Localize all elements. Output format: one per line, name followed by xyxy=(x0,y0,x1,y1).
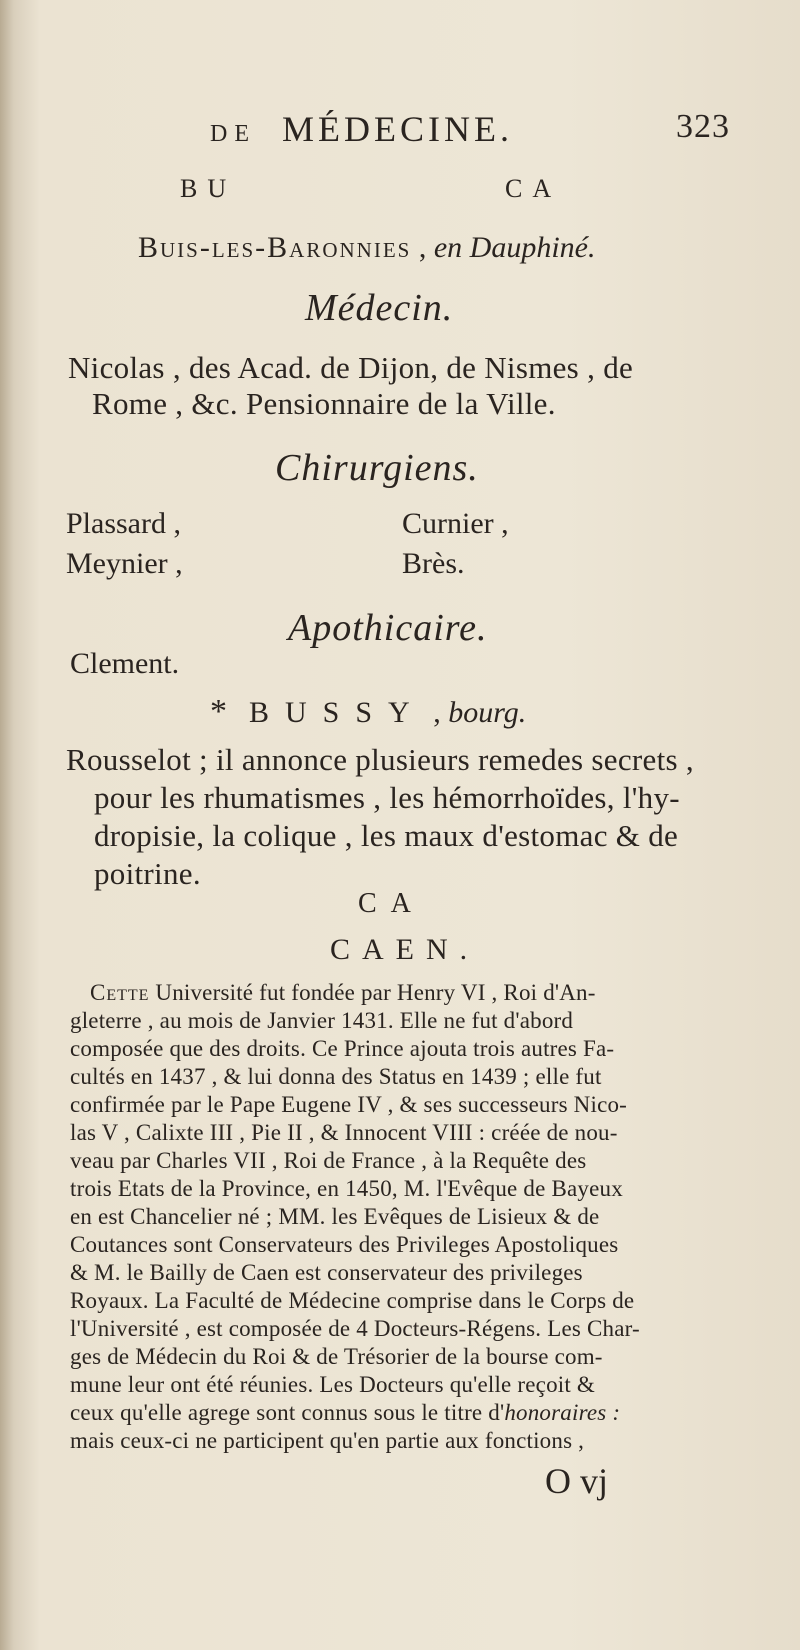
section-label-ca: CA xyxy=(358,888,425,919)
town-heading-bussy xyxy=(210,693,526,731)
caen-text-line: en est Chancelier né ; MM. les Evêques de Lisieux & de xyxy=(70,1204,600,1229)
bussy-text-line: Rousselot ; il annonce plusieurs remedes secrets , xyxy=(66,742,694,777)
caen-text-line: l'Université , est composée de 4 Docteurs-Régens. Les Char- xyxy=(70,1316,640,1341)
caen-text-line: confirmée par le Pape Eugene IV , & ses successeurs Nico- xyxy=(70,1092,628,1117)
medecin-line-1: Nicolas , des Acad. de Dijon, de Nismes , de xyxy=(68,350,634,385)
page-header xyxy=(210,108,730,150)
signature-mark: O vj xyxy=(545,1461,608,1501)
header-de: DE xyxy=(210,121,256,147)
caen-text-line: gleterre , au mois de Janvier 1431. Elle ne fut d'abord xyxy=(70,1008,574,1033)
bussy-text-line: dropisie, la colique , les maux d'estomac & de xyxy=(94,818,679,853)
chirurgien-name: Plassard , xyxy=(66,507,181,540)
town-heading-buis xyxy=(138,231,595,265)
town-region: en Dauphiné. xyxy=(433,231,596,264)
caen-text-segment: ceux qu'elle agrege sont connus sous le titre d' xyxy=(70,1400,505,1425)
caen-text-line: & M. le Bailly de Caen est conservateur des privileges xyxy=(70,1260,583,1285)
section-title-apothicaire: Apothicaire. xyxy=(288,607,488,649)
chirurgien-name: Curnier , xyxy=(402,507,509,540)
town-heading-caen: CAEN. xyxy=(330,933,480,966)
section-title-medecin: Médecin. xyxy=(305,287,454,329)
caen-text-line xyxy=(90,980,596,1006)
town-sep: , xyxy=(411,231,434,264)
apothicaire-name: Clement. xyxy=(70,647,180,680)
caen-text-line: ges de Médecin du Roi & de Trésorier de la bourse com- xyxy=(70,1344,603,1369)
bussy-kind: bourg. xyxy=(448,696,527,729)
page-number: 323 xyxy=(676,108,730,145)
caen-first-word: Cette xyxy=(90,980,150,1005)
caen-text-line xyxy=(70,1400,620,1426)
asterisk-mark: * xyxy=(210,693,227,730)
bussy-name: BUSSY xyxy=(249,696,426,729)
caen-text-line: mais ceux-ci ne participent qu'en partie aux fonctions , xyxy=(70,1428,585,1453)
header-title: MÉDECINE. xyxy=(282,109,513,149)
running-head-left: BU xyxy=(180,174,237,203)
medecin-line-2: Rome , &c. Pensionnaire de la Ville. xyxy=(92,386,556,421)
caen-text-line: mune leur ont été réunies. Les Docteurs qu'elle reçoit & xyxy=(70,1372,595,1397)
running-head-right: CA xyxy=(505,174,562,203)
caen-text-line: composée que des droits. Ce Prince ajouta trois autres Fa- xyxy=(70,1036,615,1061)
caen-text-line: cultés en 1437 , & lui donna des Status en 1439 ; elle fut xyxy=(70,1064,602,1089)
caen-text-line: Royaux. La Faculté de Médecine comprise dans le Corps de xyxy=(70,1288,635,1313)
caen-text-line: las V , Calixte III , Pie II , & Innocent VIII : créée de nou- xyxy=(70,1120,618,1145)
chirurgien-name: Brès. xyxy=(402,547,465,580)
chirurgien-name: Meynier , xyxy=(66,547,183,580)
section-title-chirurgiens: Chirurgiens. xyxy=(275,447,479,489)
caen-text-line: veau par Charles VII , Roi de France , à la Requête des xyxy=(70,1148,587,1173)
town-name: Buis-les-Baronnies xyxy=(138,231,412,264)
bussy-text-line: pour les rhumatismes , les hémorrhoïdes, l'hy- xyxy=(94,780,680,815)
honoraires-word: honoraires : xyxy=(504,1400,621,1425)
caen-first-line-rest: Université fut fondée par Henry VI , Roi d'An- xyxy=(149,980,596,1005)
bussy-sep: , xyxy=(425,696,449,729)
caen-text-line: Coutances sont Conservateurs des Privileges Apostoliques xyxy=(70,1232,619,1257)
caen-text-line: trois Etats de la Province, en 1450, M. l'Evêque de Bayeux xyxy=(70,1176,623,1201)
bussy-text-line: poitrine. xyxy=(94,856,201,891)
